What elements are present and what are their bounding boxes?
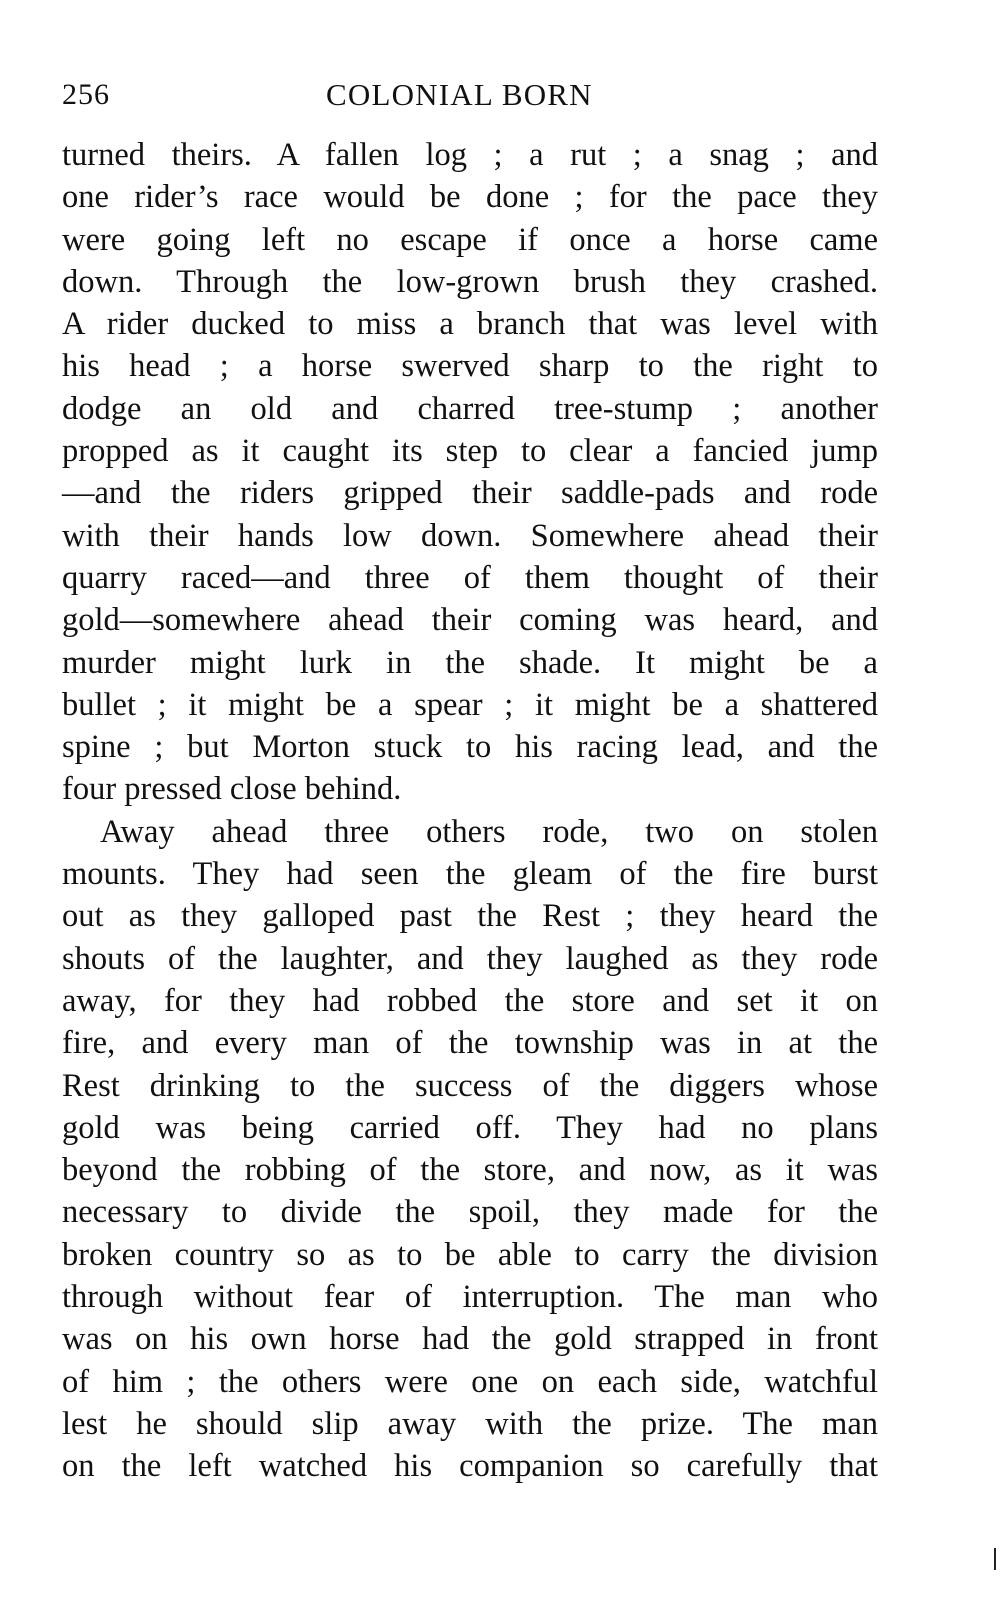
page-number: 256 (62, 78, 110, 111)
body-text (62, 134, 878, 1488)
text-line: murder might lurk in the shade. It might be a (62, 644, 878, 681)
text-line: A rider ducked to miss a branch that was level with (62, 306, 878, 343)
text-line: one rider’s race would be done ; for the pace they (62, 179, 878, 216)
text-line: broken country so as to be able to carry the division (62, 1236, 878, 1273)
text-line: gold—somewhere ahead their coming was heard, and (62, 602, 878, 639)
text-line: of him ; the others were one on each side, watchful (62, 1363, 878, 1400)
text-line: spine ; but Morton stuck to his racing lead, and the (62, 729, 878, 766)
text-line: four pressed close behind. (62, 771, 402, 808)
text-line: on the left watched his companion so carefully that (62, 1448, 878, 1485)
text-line: lest he should slip away with the prize. The man (62, 1405, 878, 1442)
text-line: Away ahead three others rode, two on stolen (100, 813, 878, 850)
text-line: fire, and every man of the township was in at the (62, 1025, 878, 1062)
paragraph-1 (62, 134, 878, 811)
text-line: through without fear of interruption. The man who (62, 1279, 878, 1316)
text-line: gold was being carried off. They had no plans (62, 1109, 878, 1146)
text-line: Rest drinking to the success of the diggers whose (62, 1067, 878, 1104)
text-line: turned theirs. A fallen log ; a rut ; a snag ; and (62, 137, 878, 173)
text-line: were going left no escape if once a horse came (62, 221, 878, 258)
text-line: his head ; a horse swerved sharp to the right to (62, 348, 878, 385)
running-title: COLONIAL BORN (326, 77, 593, 112)
text-line: propped as it caught its step to clear a fancied jump (62, 433, 878, 470)
text-line: away, for they had robbed the store and set it on (62, 982, 878, 1019)
text-line: necessary to divide the spoil, they made for the (62, 1194, 878, 1231)
text-line: shouts of the laughter, and they laughed as they rode (62, 940, 878, 977)
scan-edge-mark (994, 1548, 996, 1570)
text-line: out as they galloped past the Rest ; they heard the (62, 898, 878, 935)
text-line: down. Through the low-grown brush they crashed. (62, 263, 878, 300)
text-line: beyond the robbing of the store, and now, as it was (62, 1152, 878, 1189)
paragraph-2 (62, 811, 878, 1488)
text-line: was on his own horse had the gold strapped in front (62, 1321, 878, 1358)
page-header (62, 72, 878, 122)
text-line: —and the riders gripped their saddle-pads and rode (62, 475, 878, 512)
text-line: quarry raced—and three of them thought of their (62, 559, 878, 596)
text-line: bullet ; it might be a spear ; it might be a shattered (62, 686, 878, 723)
text-line: mounts. They had seen the gleam of the fire burst (62, 856, 878, 893)
text-line: with their hands low down. Somewhere ahead their (62, 517, 878, 554)
text-line: dodge an old and charred tree-stump ; another (62, 390, 878, 427)
